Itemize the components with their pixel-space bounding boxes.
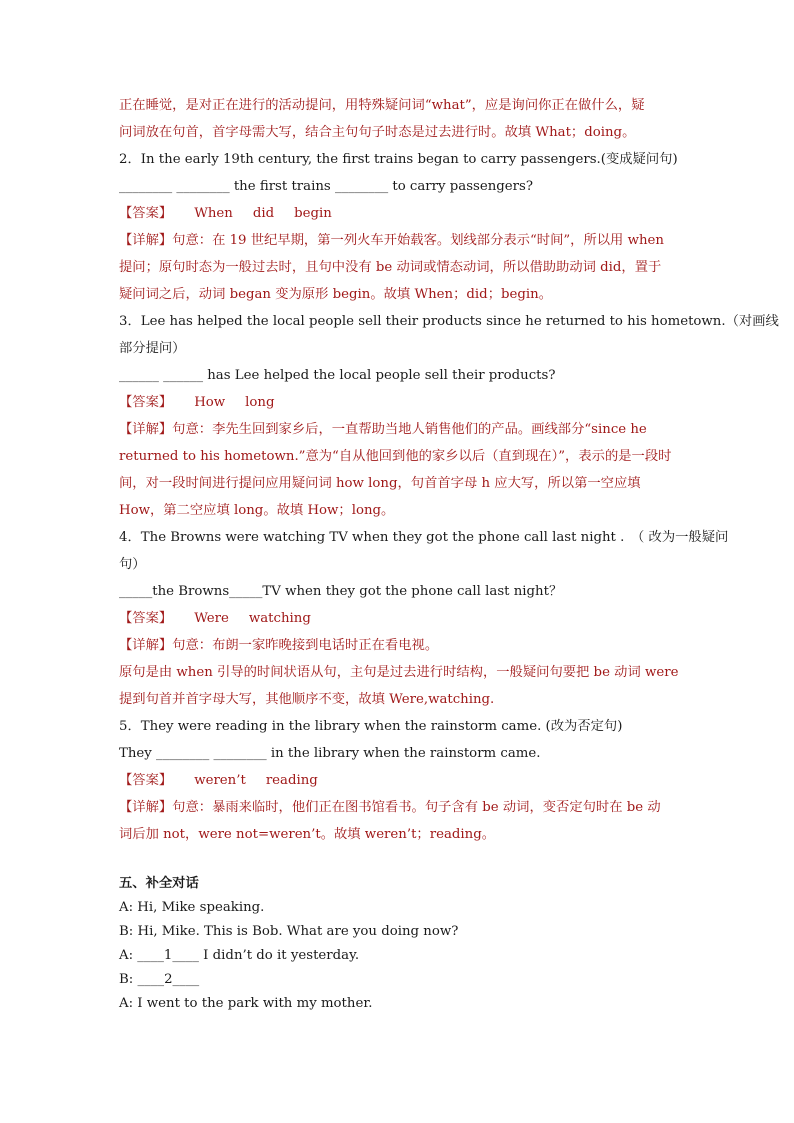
q3-blank-line: ______ ______ has Lee helped the local people sell their products?	[119, 368, 556, 383]
q4-answer-row	[119, 605, 675, 632]
q4-question: 句）	[119, 557, 146, 572]
answer-label: 【答案】	[119, 395, 173, 410]
q3-explain-line: 【详解】句意：李先生回到家乡后，一直帮助当地人销售他们的产品。画线部分“since he	[119, 422, 647, 437]
answer-value: reading	[265, 773, 318, 788]
dialogue-line: A: Hi, Mike speaking.	[119, 900, 265, 915]
answer-value: begin	[294, 206, 332, 221]
answer-value: How	[194, 395, 226, 410]
answer-value: watching	[248, 611, 311, 626]
q3-explain-line: How，第二空应填 long。故填 How；long。	[119, 503, 395, 518]
q4-blank-line: _____the Browns_____TV when they got the phone call last night？	[119, 584, 563, 599]
q2-explain-line: 疑问词之后，动词 began 变为原形 begin。故填 When；did；begin。	[119, 287, 552, 302]
q3-explain-line: returned to his hometown.”意为“自从他回到他的家乡以后（直到现在）”，表示的是一段时	[119, 449, 672, 464]
dialogue-line: A: I went to the park with my mother.	[119, 996, 373, 1011]
dialogue-line: B: Hi, Mike. This is Bob. What are you doing now?	[119, 924, 459, 939]
q1-explain-line: 正在睡觉，是对正在进行的活动提问，用特殊疑问词“what”，应是询问你正在做什么，疑	[119, 98, 645, 113]
q2-explain-line: 【详解】句意：在 19 世纪早期，第一列火车开始载客。划线部分表示“时间”，所以用 when	[119, 233, 664, 248]
answer-value: long	[245, 395, 275, 410]
q4-explain-line: 原句是由 when 引导的时间状语从句，主句是过去进行时结构，一般疑问句要把 be 动词 were	[119, 665, 679, 680]
q2-explain-line: 提问；原句时态为一般过去时，且句中没有 be 动词或情态动词，所以借助助动词 did，置于	[119, 260, 662, 275]
q3-answer-row	[119, 389, 675, 416]
q2-question: 2．In the early 19th century, the first trains began to carry passengers.(变成疑问句)	[119, 152, 678, 167]
answer-label: 【答案】	[119, 773, 173, 788]
q4-explain-line: 提到句首并首字母大写，其他顺序不变，故填 Were,watching.	[119, 692, 495, 707]
q5-question: 5．They were reading in the library when the rainstorm came. (改为否定句)	[119, 719, 623, 734]
q3-question: 3．Lee has helped the local people sell their products since he returned to his hometown.（对画线	[119, 314, 779, 329]
q5-blank-line: They ________ ________ in the library when the rainstorm came.	[119, 746, 541, 761]
answer-value: did	[252, 206, 275, 221]
dialogue-line: A: ____1____ I didn’t do it yesterday.	[119, 948, 360, 963]
section-title: 五、补全对话	[119, 876, 199, 891]
answer-value: weren’t	[194, 773, 246, 788]
q2-answer-row	[119, 200, 675, 227]
q5-answer-row	[119, 767, 675, 794]
q3-explain-line: 间，对一段时间进行提问应用疑问词 how long，句首首字母 h 应大写，所以第一空应填	[119, 476, 641, 491]
q5-explain-line: 【详解】句意：暴雨来临时，他们正在图书馆看书。句子含有 be 动词，变否定句时在 be 动	[119, 800, 661, 815]
q5-explain-line: 词后加 not，were not=weren’t。故填 weren’t；reading。	[119, 827, 496, 842]
q2-blank-line: ________ ________ the first trains ________ to carry passengers?	[119, 179, 533, 194]
q4-question: 4．The Browns were watching TV when they got the phone call last night . （ 改为一般疑问	[119, 530, 729, 545]
q1-explain-line: 问词放在句首，首字母需大写，结合主句句子时态是过去进行时。故填 What；doing。	[119, 125, 636, 140]
answer-label: 【答案】	[119, 611, 173, 626]
answer-value: Were	[194, 611, 229, 626]
answer-value: When	[194, 206, 233, 221]
q4-explain-line: 【详解】句意：布朗一家昨晚接到电话时正在看电视。	[119, 638, 439, 653]
dialogue-line: B: ____2____	[119, 972, 200, 987]
answer-label: 【答案】	[119, 206, 173, 221]
document-page	[119, 92, 779, 1016]
q3-question: 部分提问）	[119, 341, 186, 356]
